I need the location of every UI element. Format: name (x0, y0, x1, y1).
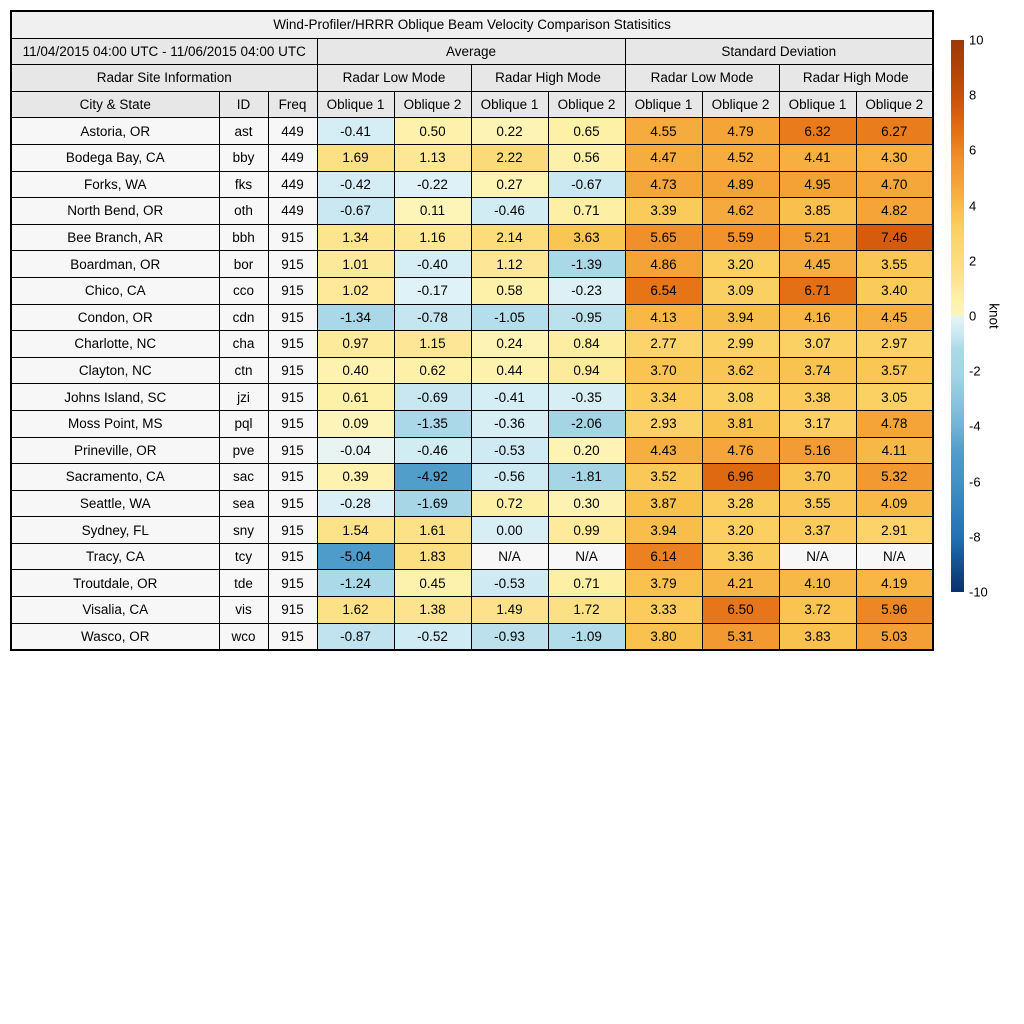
value-cell: 4.16 (779, 304, 856, 331)
value-cell: 0.20 (548, 437, 625, 464)
value-cell: -1.34 (317, 304, 394, 331)
site-id-cell: ast (219, 118, 268, 145)
freq-cell: 915 (268, 304, 317, 331)
freq-cell: 915 (268, 437, 317, 464)
value-cell: 0.09 (317, 410, 394, 437)
freq-cell: 915 (268, 384, 317, 411)
value-cell: 0.39 (317, 464, 394, 491)
value-cell: 0.62 (394, 357, 471, 384)
value-cell: 3.36 (702, 543, 779, 570)
table-row (11, 331, 933, 358)
value-cell: -0.95 (548, 304, 625, 331)
value-cell: 6.14 (625, 543, 702, 570)
table-row (11, 224, 933, 251)
value-cell: 3.08 (702, 384, 779, 411)
value-cell: 3.79 (625, 570, 702, 597)
value-cell: 1.83 (394, 543, 471, 570)
value-cell: -1.39 (548, 251, 625, 278)
site-id-cell: ctn (219, 357, 268, 384)
city-cell: Wasco, OR (11, 623, 219, 650)
city-cell: Bodega Bay, CA (11, 144, 219, 171)
site-id-cell: pve (219, 437, 268, 464)
value-cell: N/A (779, 543, 856, 570)
freq-cell: 915 (268, 277, 317, 304)
city-header: City & State (11, 91, 219, 118)
value-cell: 3.57 (856, 357, 933, 384)
value-cell: 0.56 (548, 144, 625, 171)
value-cell: -0.35 (548, 384, 625, 411)
site-id-cell: sea (219, 490, 268, 517)
site-id-cell: oth (219, 198, 268, 225)
site-info-header: Radar Site Information (11, 65, 317, 92)
oblique2-header: Oblique 2 (548, 91, 625, 118)
colorbar-tick-label: -8 (969, 529, 981, 545)
value-cell: 3.38 (779, 384, 856, 411)
freq-cell: 449 (268, 144, 317, 171)
id-header: ID (219, 91, 268, 118)
value-cell: 1.72 (548, 597, 625, 624)
value-cell: 3.83 (779, 623, 856, 650)
table-body (11, 118, 933, 650)
freq-cell: 915 (268, 224, 317, 251)
value-cell: 4.79 (702, 118, 779, 145)
value-cell: 5.32 (856, 464, 933, 491)
value-cell: -1.35 (394, 410, 471, 437)
freq-cell: 915 (268, 251, 317, 278)
freq-cell: 915 (268, 623, 317, 650)
freq-cell: 915 (268, 517, 317, 544)
value-cell: 5.65 (625, 224, 702, 251)
table-row (11, 570, 933, 597)
value-cell: 3.37 (779, 517, 856, 544)
city-cell: Forks, WA (11, 171, 219, 198)
table-row (11, 144, 933, 171)
value-cell: -0.23 (548, 277, 625, 304)
site-id-cell: jzi (219, 384, 268, 411)
value-cell: -0.36 (471, 410, 548, 437)
site-id-cell: vis (219, 597, 268, 624)
value-cell: -0.53 (471, 437, 548, 464)
value-cell: 3.94 (702, 304, 779, 331)
freq-header: Freq (268, 91, 317, 118)
value-cell: 4.30 (856, 144, 933, 171)
value-cell: 2.91 (856, 517, 933, 544)
freq-cell: 915 (268, 543, 317, 570)
value-cell: 4.82 (856, 198, 933, 225)
value-cell: -0.46 (471, 198, 548, 225)
city-cell: Clayton, NC (11, 357, 219, 384)
value-cell: 4.10 (779, 570, 856, 597)
value-cell: N/A (856, 543, 933, 570)
value-cell: 0.30 (548, 490, 625, 517)
city-cell: Sacramento, CA (11, 464, 219, 491)
value-cell: 1.38 (394, 597, 471, 624)
value-cell: 1.01 (317, 251, 394, 278)
freq-cell: 915 (268, 490, 317, 517)
site-id-cell: bbh (219, 224, 268, 251)
value-cell: 3.20 (702, 517, 779, 544)
freq-cell: 915 (268, 331, 317, 358)
colorbar-tick-label: 8 (969, 87, 977, 103)
group-header-row (11, 38, 933, 65)
value-cell: N/A (471, 543, 548, 570)
value-cell: 3.55 (779, 490, 856, 517)
value-cell: 3.74 (779, 357, 856, 384)
value-cell: 3.40 (856, 277, 933, 304)
value-cell: 0.65 (548, 118, 625, 145)
value-cell: -0.69 (394, 384, 471, 411)
value-cell: 0.72 (471, 490, 548, 517)
value-cell: 4.41 (779, 144, 856, 171)
value-cell: 3.72 (779, 597, 856, 624)
value-cell: 1.13 (394, 144, 471, 171)
value-cell: 3.80 (625, 623, 702, 650)
table-row (11, 517, 933, 544)
value-cell: -1.24 (317, 570, 394, 597)
value-cell: 1.54 (317, 517, 394, 544)
oblique2-header: Oblique 2 (394, 91, 471, 118)
freq-cell: 915 (268, 597, 317, 624)
value-cell: 4.19 (856, 570, 933, 597)
freq-cell: 449 (268, 171, 317, 198)
site-id-cell: cco (219, 277, 268, 304)
table-row (11, 277, 933, 304)
value-cell: 6.96 (702, 464, 779, 491)
site-id-cell: sac (219, 464, 268, 491)
freq-cell: 915 (268, 464, 317, 491)
value-cell: 4.45 (779, 251, 856, 278)
value-cell: 0.61 (317, 384, 394, 411)
table-row (11, 171, 933, 198)
avg-high-mode-header: Radar High Mode (471, 65, 625, 92)
value-cell: 3.05 (856, 384, 933, 411)
value-cell: 3.55 (856, 251, 933, 278)
value-cell: 4.62 (702, 198, 779, 225)
value-cell: -0.87 (317, 623, 394, 650)
value-cell: 2.99 (702, 331, 779, 358)
colorbar-tick-label: -4 (969, 418, 981, 434)
table-row (11, 118, 933, 145)
value-cell: 0.84 (548, 331, 625, 358)
value-cell: 4.55 (625, 118, 702, 145)
value-cell: 3.63 (548, 224, 625, 251)
value-cell: 1.62 (317, 597, 394, 624)
value-cell: -0.52 (394, 623, 471, 650)
title-row (11, 11, 933, 38)
value-cell: 7.46 (856, 224, 933, 251)
colorbar-tick-label: -10 (969, 584, 988, 600)
value-cell: 5.21 (779, 224, 856, 251)
value-cell: 4.76 (702, 437, 779, 464)
colorbar-tick-label: -2 (969, 363, 981, 379)
colorbar-tick-label: 10 (969, 32, 984, 48)
value-cell: 0.00 (471, 517, 548, 544)
city-cell: Bee Branch, AR (11, 224, 219, 251)
value-cell: 1.34 (317, 224, 394, 251)
oblique1-header: Oblique 1 (317, 91, 394, 118)
site-id-cell: tde (219, 570, 268, 597)
oblique2-header: Oblique 2 (856, 91, 933, 118)
date-range: 11/04/2015 04:00 UTC - 11/06/2015 04:00 UTC (11, 38, 317, 65)
value-cell: 5.16 (779, 437, 856, 464)
std-high-mode-header: Radar High Mode (779, 65, 933, 92)
value-cell: 3.87 (625, 490, 702, 517)
value-cell: -0.17 (394, 277, 471, 304)
freq-cell: 915 (268, 570, 317, 597)
avg-low-mode-header: Radar Low Mode (317, 65, 471, 92)
value-cell: 0.94 (548, 357, 625, 384)
city-cell: Moss Point, MS (11, 410, 219, 437)
value-cell: 0.71 (548, 198, 625, 225)
colorbar-tick-label: 2 (969, 253, 977, 269)
table-row (11, 384, 933, 411)
value-cell: 0.24 (471, 331, 548, 358)
value-cell: 2.93 (625, 410, 702, 437)
value-cell: -1.81 (548, 464, 625, 491)
value-cell: 0.71 (548, 570, 625, 597)
value-cell: 2.14 (471, 224, 548, 251)
value-cell: 0.50 (394, 118, 471, 145)
freq-cell: 449 (268, 198, 317, 225)
oblique1-header: Oblique 1 (779, 91, 856, 118)
city-cell: Chico, CA (11, 277, 219, 304)
value-cell: 4.43 (625, 437, 702, 464)
average-group-header: Average (317, 38, 625, 65)
mode-header-row (11, 65, 933, 92)
value-cell: -1.09 (548, 623, 625, 650)
value-cell: 1.61 (394, 517, 471, 544)
city-cell: Johns Island, SC (11, 384, 219, 411)
city-cell: Sydney, FL (11, 517, 219, 544)
value-cell: 4.89 (702, 171, 779, 198)
value-cell: 3.34 (625, 384, 702, 411)
value-cell: -0.41 (471, 384, 548, 411)
value-cell: -0.42 (317, 171, 394, 198)
value-cell: 0.11 (394, 198, 471, 225)
value-cell: 6.71 (779, 277, 856, 304)
table-row (11, 490, 933, 517)
table-row (11, 597, 933, 624)
value-cell: 4.73 (625, 171, 702, 198)
value-cell: 3.52 (625, 464, 702, 491)
site-id-cell: bby (219, 144, 268, 171)
value-cell: 0.40 (317, 357, 394, 384)
oblique2-header: Oblique 2 (702, 91, 779, 118)
value-cell: 3.07 (779, 331, 856, 358)
value-cell: 3.17 (779, 410, 856, 437)
value-cell: 4.52 (702, 144, 779, 171)
value-cell: 4.78 (856, 410, 933, 437)
value-cell: -0.56 (471, 464, 548, 491)
value-cell: 2.97 (856, 331, 933, 358)
table-row (11, 437, 933, 464)
table-title: Wind-Profiler/HRRR Oblique Beam Velocity Comparison Statisitics (11, 11, 933, 38)
oblique1-header: Oblique 1 (471, 91, 548, 118)
city-cell: Seattle, WA (11, 490, 219, 517)
value-cell: -4.92 (394, 464, 471, 491)
value-cell: 3.20 (702, 251, 779, 278)
site-id-cell: cha (219, 331, 268, 358)
std-group-header: Standard Deviation (625, 38, 933, 65)
value-cell: 3.94 (625, 517, 702, 544)
value-cell: 4.21 (702, 570, 779, 597)
value-cell: -0.78 (394, 304, 471, 331)
value-cell: -0.67 (317, 198, 394, 225)
value-cell: -2.06 (548, 410, 625, 437)
colorbar (951, 40, 964, 592)
value-cell: 4.95 (779, 171, 856, 198)
value-cell: 0.44 (471, 357, 548, 384)
city-cell: Boardman, OR (11, 251, 219, 278)
std-low-mode-header: Radar Low Mode (625, 65, 779, 92)
value-cell: 2.77 (625, 331, 702, 358)
site-id-cell: wco (219, 623, 268, 650)
value-cell: -1.69 (394, 490, 471, 517)
value-cell: 4.45 (856, 304, 933, 331)
value-cell: 5.59 (702, 224, 779, 251)
freq-cell: 449 (268, 118, 317, 145)
colorbar-tick-label: 4 (969, 198, 977, 214)
value-cell: 0.22 (471, 118, 548, 145)
value-cell: 6.50 (702, 597, 779, 624)
table-row (11, 304, 933, 331)
table-row (11, 410, 933, 437)
city-cell: Charlotte, NC (11, 331, 219, 358)
value-cell: 3.62 (702, 357, 779, 384)
value-cell: -0.22 (394, 171, 471, 198)
value-cell: 4.11 (856, 437, 933, 464)
city-cell: Astoria, OR (11, 118, 219, 145)
value-cell: -0.28 (317, 490, 394, 517)
value-cell: -0.41 (317, 118, 394, 145)
city-cell: Prineville, OR (11, 437, 219, 464)
value-cell: 1.15 (394, 331, 471, 358)
colorbar-tick-label: -6 (969, 474, 981, 490)
freq-cell: 915 (268, 357, 317, 384)
value-cell: 6.54 (625, 277, 702, 304)
value-cell: -0.67 (548, 171, 625, 198)
value-cell: -5.04 (317, 543, 394, 570)
value-cell: 3.33 (625, 597, 702, 624)
value-cell: 3.09 (702, 277, 779, 304)
table-row (11, 464, 933, 491)
table-row (11, 623, 933, 650)
value-cell: 4.70 (856, 171, 933, 198)
table-row (11, 198, 933, 225)
site-id-cell: tcy (219, 543, 268, 570)
value-cell: 4.09 (856, 490, 933, 517)
oblique1-header: Oblique 1 (625, 91, 702, 118)
value-cell: 1.16 (394, 224, 471, 251)
value-cell: 3.70 (625, 357, 702, 384)
city-cell: Tracy, CA (11, 543, 219, 570)
site-id-cell: bor (219, 251, 268, 278)
value-cell: 6.27 (856, 118, 933, 145)
value-cell: 5.03 (856, 623, 933, 650)
site-id-cell: sny (219, 517, 268, 544)
value-cell: 3.85 (779, 198, 856, 225)
site-id-cell: cdn (219, 304, 268, 331)
freq-cell: 915 (268, 410, 317, 437)
site-id-cell: pql (219, 410, 268, 437)
value-cell: 6.32 (779, 118, 856, 145)
value-cell: 4.13 (625, 304, 702, 331)
value-cell: -0.93 (471, 623, 548, 650)
site-id-cell: fks (219, 171, 268, 198)
value-cell: 4.47 (625, 144, 702, 171)
value-cell: 0.99 (548, 517, 625, 544)
value-cell: 2.22 (471, 144, 548, 171)
table-row (11, 357, 933, 384)
value-cell: 0.45 (394, 570, 471, 597)
city-cell: Visalia, CA (11, 597, 219, 624)
value-cell: 1.69 (317, 144, 394, 171)
value-cell: 3.70 (779, 464, 856, 491)
table-row (11, 543, 933, 570)
value-cell: -0.40 (394, 251, 471, 278)
city-cell: Troutdale, OR (11, 570, 219, 597)
value-cell: 0.27 (471, 171, 548, 198)
value-cell: 0.58 (471, 277, 548, 304)
value-cell: 3.81 (702, 410, 779, 437)
value-cell: 1.49 (471, 597, 548, 624)
value-cell: -0.53 (471, 570, 548, 597)
colorbar-tick-label: 6 (969, 142, 977, 158)
value-cell: -1.05 (471, 304, 548, 331)
colorbar-unit-label: knot (986, 303, 1002, 329)
value-cell: 3.39 (625, 198, 702, 225)
value-cell: 1.12 (471, 251, 548, 278)
value-cell: 0.97 (317, 331, 394, 358)
city-cell: Condon, OR (11, 304, 219, 331)
table-row (11, 251, 933, 278)
value-cell: 5.31 (702, 623, 779, 650)
value-cell: 3.28 (702, 490, 779, 517)
column-header-row (11, 91, 933, 118)
value-cell: 4.86 (625, 251, 702, 278)
value-cell: 1.02 (317, 277, 394, 304)
colorbar-tick-label: 0 (969, 308, 977, 324)
value-cell: 5.96 (856, 597, 933, 624)
value-cell: -0.46 (394, 437, 471, 464)
stats-table (10, 10, 934, 651)
city-cell: North Bend, OR (11, 198, 219, 225)
value-cell: -0.04 (317, 437, 394, 464)
value-cell: N/A (548, 543, 625, 570)
